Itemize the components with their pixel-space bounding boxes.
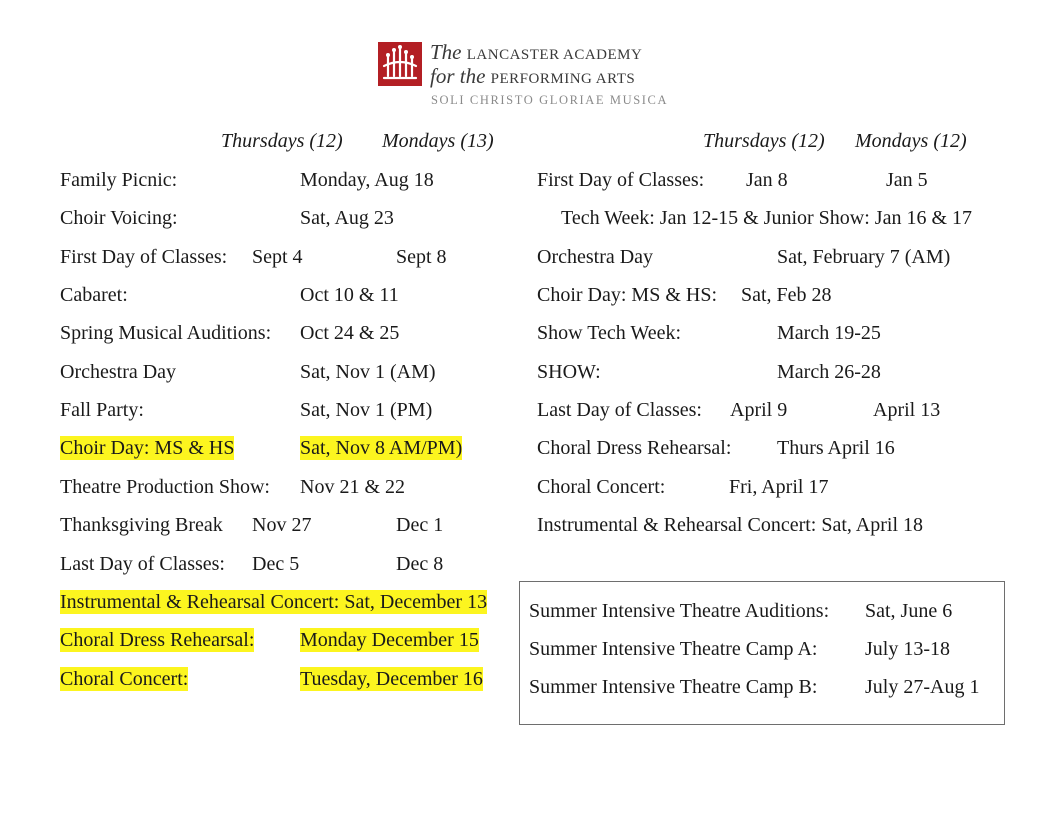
logo-line-1-name: LANCASTER ACADEMY (466, 47, 643, 63)
row-value: Oct 24 & 25 (300, 322, 400, 344)
row-label: Choir Voicing: (60, 207, 178, 229)
spring-thursdays-header: Thursdays (12) (703, 130, 825, 152)
row-label: Choral Dress Rehearsal: (537, 437, 732, 459)
row-value: Sat, Aug 23 (300, 207, 394, 229)
row-monday: April 13 (873, 399, 941, 421)
row-value: March 19-25 (777, 322, 881, 344)
row-monday: Dec 8 (396, 553, 444, 575)
row-value: Tuesday, December 16 (300, 668, 483, 690)
row-thursday: Sept 4 (252, 246, 303, 268)
logo-motto: SOLI CHRISTO GLORIAE MUSICA (431, 93, 669, 107)
row-value: Thurs April 16 (777, 437, 895, 459)
logo-line-1 (430, 40, 642, 67)
row-label: Fall Party: (60, 399, 144, 421)
row-label: Last Day of Classes: (60, 553, 225, 575)
row-thursday: Jan 8 (746, 169, 788, 191)
row-label: SHOW: (537, 361, 601, 383)
row-label: Last Day of Classes: (537, 399, 702, 421)
row-thursday: Nov 27 (252, 514, 312, 536)
row-monday: Dec 1 (396, 514, 444, 536)
row-label: Choral Dress Rehearsal: (60, 629, 255, 651)
row-monday: Sept 8 (396, 246, 447, 268)
row-label: Choir Day: MS & HS: (537, 284, 718, 306)
row-label: Tech Week: Jan 12-15 & Junior Show: Jan 16 & 17 (561, 207, 973, 229)
fall-mondays-header: Mondays (13) (382, 130, 494, 152)
row-label: Summer Intensive Theatre Auditions: (529, 600, 830, 622)
row-value: Sat, June 6 (865, 600, 953, 622)
row-value: Nov 21 & 22 (300, 476, 405, 498)
row-label: Orchestra Day (537, 246, 654, 268)
row-label: Choral Concert: (537, 476, 666, 498)
row-value: Sat, Nov 8 AM/PM) (300, 437, 463, 459)
logo-line-2 (430, 64, 635, 91)
row-label: Instrumental & Rehearsal Concert: Sat, December 13 (60, 591, 488, 613)
row-monday: Jan 5 (886, 169, 928, 191)
row-label: Summer Intensive Theatre Camp B: (529, 676, 818, 698)
logo-organ-icon (378, 42, 422, 86)
row-label: First Day of Classes: (537, 169, 705, 191)
logo-line-1-prefix: The (430, 40, 462, 64)
row-value: Sat, February 7 (AM) (777, 246, 951, 268)
row-value: July 27-Aug 1 (865, 676, 980, 698)
row-label: Theatre Production Show: (60, 476, 270, 498)
row-value: Monday December 15 (300, 629, 479, 651)
row-value: Sat, Feb 28 (741, 284, 832, 306)
row-value: March 26-28 (777, 361, 881, 383)
row-value: July 13-18 (865, 638, 950, 660)
row-label: Show Tech Week: (537, 322, 682, 344)
row-thursday: April 9 (730, 399, 788, 421)
logo-line-2-prefix: for the (430, 64, 486, 88)
row-value: Monday, Aug 18 (300, 169, 434, 191)
row-value: Sat, Nov 1 (PM) (300, 399, 433, 421)
row-label: Spring Musical Auditions: (60, 322, 272, 344)
row-label: Choir Day: MS & HS (60, 437, 235, 459)
row-label: Cabaret: (60, 284, 128, 306)
row-value: Oct 10 & 11 (300, 284, 399, 306)
row-label: Summer Intensive Theatre Camp A: (529, 638, 818, 660)
row-label: Orchestra Day (60, 361, 177, 383)
row-value: Fri, April 17 (729, 476, 829, 498)
row-thursday: Dec 5 (252, 553, 300, 575)
row-label: Family Picnic: (60, 169, 178, 191)
spring-mondays-header: Mondays (12) (855, 130, 967, 152)
row-label: First Day of Classes: (60, 246, 228, 268)
row-label: Instrumental & Rehearsal Concert: Sat, April 18 (537, 514, 924, 536)
row-value: Sat, Nov 1 (AM) (300, 361, 436, 383)
fall-thursdays-header: Thursdays (12) (221, 130, 343, 152)
row-label: Choral Concert: (60, 668, 189, 690)
logo-line-2-name: PERFORMING ARTS (490, 71, 636, 87)
row-label: Thanksgiving Break (60, 514, 223, 536)
